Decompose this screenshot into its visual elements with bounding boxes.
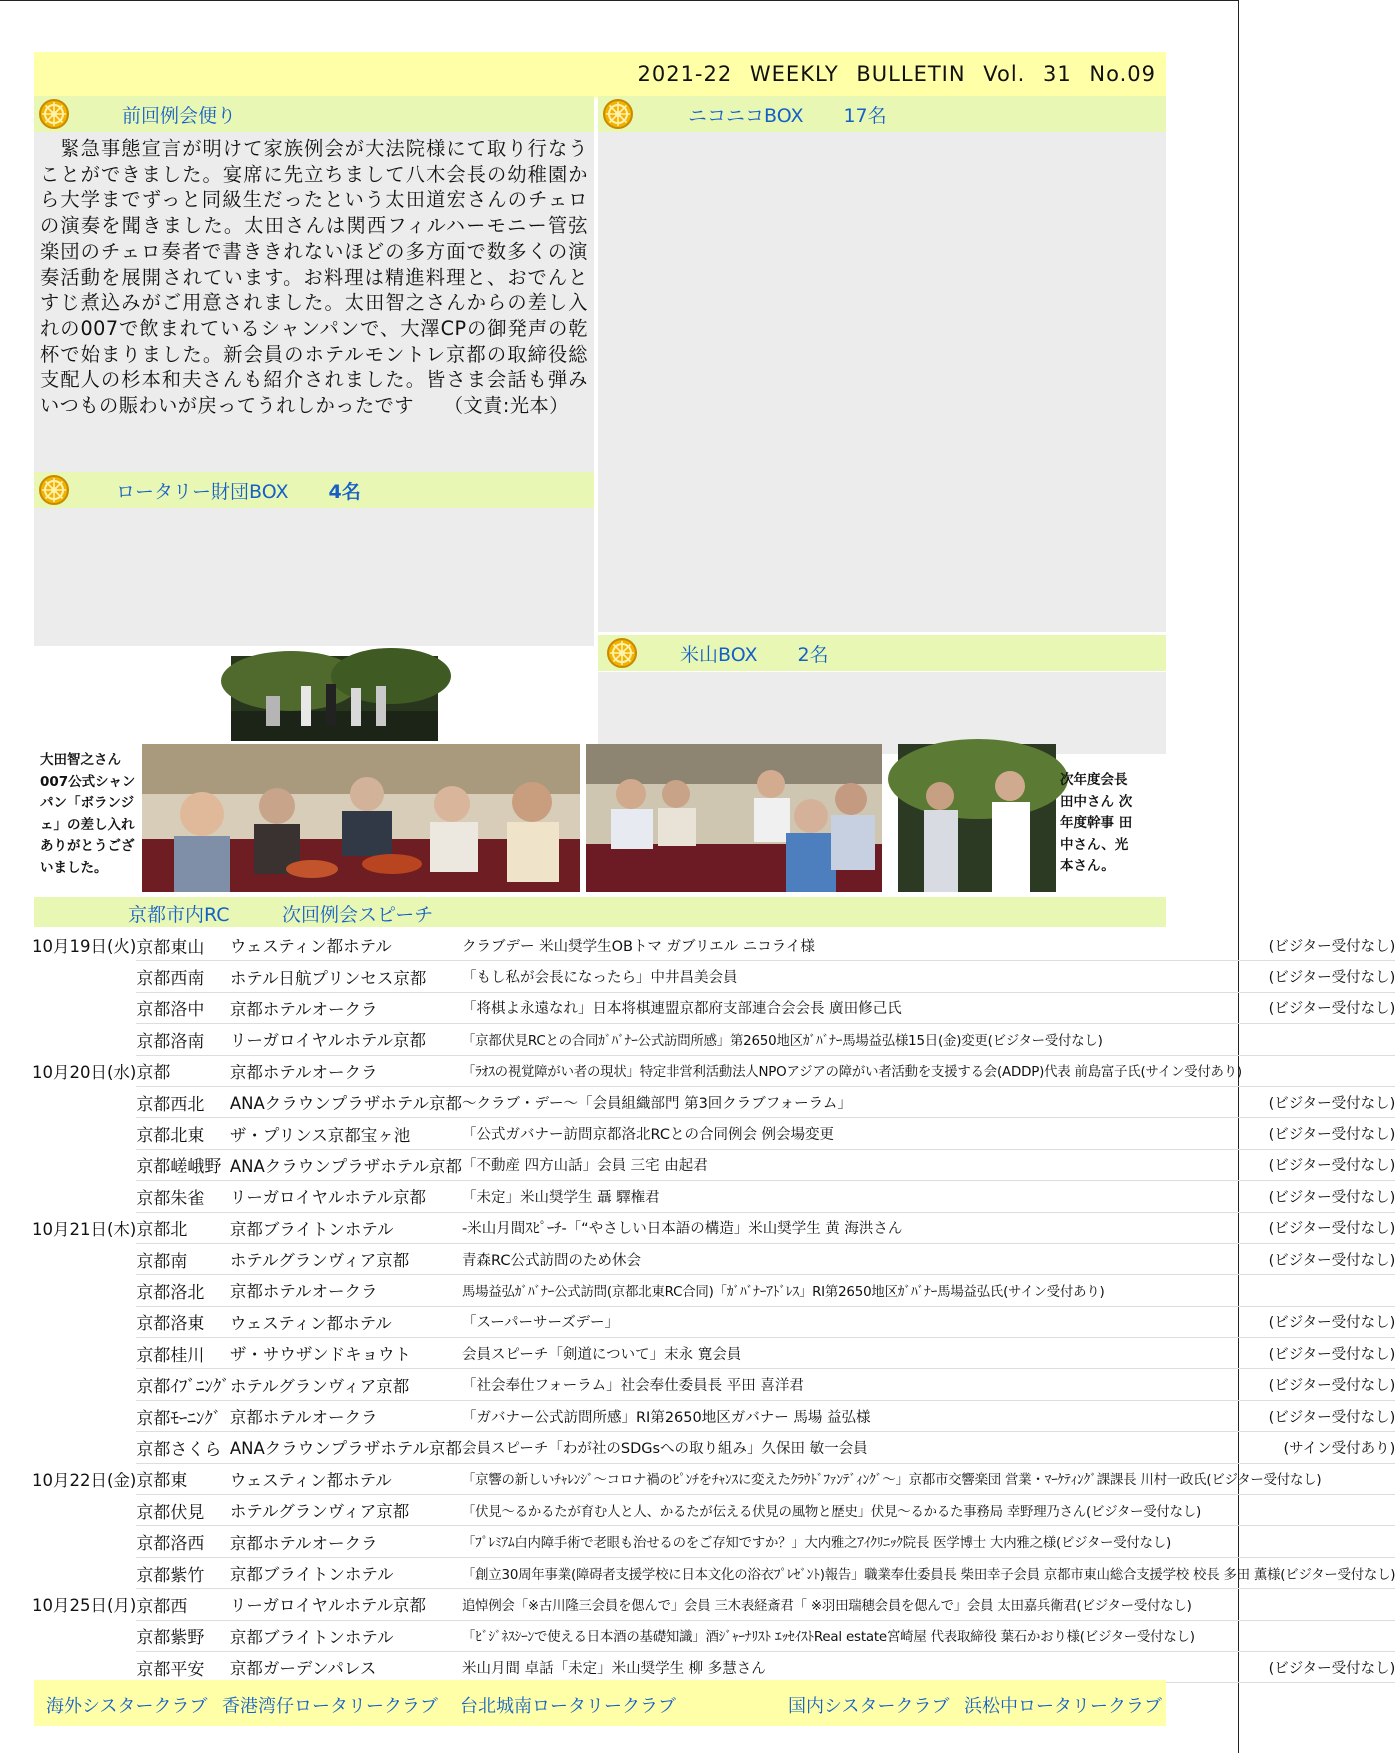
speech-content: 「公式ガバナー訪問京都洛北RCとの合同例会 例会場変更 — [462, 1118, 1209, 1149]
club-name: 京都紫野 — [136, 1620, 230, 1651]
visitor-note: (ビジター受付なし) — [1209, 1181, 1395, 1212]
overseas-sister-taipei: 台北城南ロータリークラブ — [460, 1696, 676, 1717]
table-row — [30, 961, 1395, 992]
meeting-date — [30, 1495, 136, 1526]
club-name: 京都ﾓｰﾆﾝｸﾞ — [136, 1400, 230, 1431]
visitor-note: (ビジター受付なし) — [1209, 1651, 1395, 1682]
venue: 京都ホテルオークラ — [230, 1400, 462, 1431]
table-row — [30, 1306, 1395, 1337]
photo-dinner-table-2 — [586, 744, 882, 892]
table-row — [30, 1651, 1395, 1682]
overseas-sister-hongkong: 香港湾仔ロータリークラブ — [222, 1696, 438, 1717]
speech-content: 馬場益弘ｶﾞﾊﾞﾅｰ公式訪問(京都北東RC合同)「ｶﾞﾊﾞﾅｰｱﾄﾞﾚｽ」RI第2650地区ｶﾞﾊﾞﾅｰ馬場益弘氏(サイン受付あり) — [462, 1275, 1395, 1306]
meeting-date — [30, 1181, 136, 1212]
visitor-note: (ビジター受付なし) — [1209, 1212, 1395, 1243]
speech-content: 「京響の新しいﾁｬﾚﾝｼﾞ～コロナ禍のﾋﾟﾝﾁをﾁｬﾝｽに変えたｸﾗｳﾄﾞﾌｧﾝﾃﾞｨﾝｸﾞ～」京都市交響楽団 営業・ﾏｰｹﾃｨﾝｸﾞ課課長 川村一政氏(ビジター受付なし) — [462, 1463, 1395, 1494]
meeting-date — [30, 1400, 136, 1431]
table-row — [30, 1024, 1395, 1055]
nikoniko-panel — [598, 98, 1166, 632]
yoneyama-count: 2名 — [797, 643, 829, 666]
caption-champagne: 大田智之さん 007公式シャンパン「ボランジェ」の差し入れありがとうございました。 — [40, 752, 136, 876]
meeting-date — [30, 1306, 136, 1337]
overseas-sister-label: 海外シスタークラブ — [46, 1696, 208, 1717]
meeting-date — [30, 1118, 136, 1149]
prev-meeting-text: 緊急事態宣言が明けて家族例会が大法院様にて取り行なうことができました。宴席に先立ちまして八木会長の幼稚園から大学までずっと同級生だったという太田道宏さんのチェロの演奏を聞きました。太田さんは関西フィルハーモニー管弦楽団のチェロ奏者で書ききれないほどの多方面で数多くの演奏活動を展開されています。お料理は精進料理と、おでんとすじ煮込みがご用意されました。太田智之さんからの差し入れの007で飲まれているシャンパンで、大澤CPの御発声の乾杯で始まりました。新会員のホテルモントレ京都の取締役総支配人の杉本和夫さんも紹介されました。皆さま会話も弾みいつもの賑わいが戻ってうれしかったです （文責:光本） — [40, 137, 588, 418]
table-row — [30, 1181, 1395, 1212]
speech-content: 「創立30周年事業(障碍者支援学校に日本文化の浴衣ﾌﾟﾚｾﾞﾝﾄ)報告」職業奉仕委員長 柴田幸子会員 京都市東山総合支援学校 校長 多田 薫様(ビジター受付なし) — [462, 1557, 1395, 1588]
table-row — [30, 1526, 1395, 1557]
sister-clubs-footer — [34, 1680, 1166, 1726]
meeting-date — [30, 1526, 136, 1557]
table-row — [30, 992, 1395, 1023]
speech-content: 「将棋よ永遠なれ」日本将棋連盟京都府支部連合会会長 廣田修己氏 — [462, 992, 1209, 1023]
table-row — [30, 1086, 1395, 1117]
venue: 京都ガーデンパレス — [230, 1651, 462, 1682]
club-name: 京都南 — [136, 1243, 230, 1274]
venue: 京都ホテルオークラ — [230, 1526, 462, 1557]
club-name: 京都 — [136, 1055, 230, 1086]
meeting-date — [30, 1275, 136, 1306]
meeting-date — [30, 961, 136, 992]
meeting-date: 10月25日(月) — [32, 1596, 137, 1616]
table-row — [30, 1275, 1395, 1306]
speech-content: クラブデー 米山奨学生OBトマ ガブリエル ニコライ様 — [462, 930, 1209, 961]
visitor-note: (ビジター受付なし) — [1209, 961, 1395, 992]
club-name: 京都洛北 — [136, 1275, 230, 1306]
rotary-foundation-header — [34, 472, 594, 508]
meeting-date — [30, 1369, 136, 1400]
visitor-note: (ビジター受付なし) — [1209, 1243, 1395, 1274]
venue: 京都ブライトンホテル — [230, 1212, 462, 1243]
club-name: 京都紫竹 — [136, 1557, 230, 1588]
speech-content: 「ﾌﾟﾚﾐｱﾑ白内障手術で老眼も治せるのをご存知ですか？」大内雅之ｱｲｸﾘﾆｯｸ院長 医学博士 大内雅之様(ビジター受付なし) — [462, 1526, 1395, 1557]
yoneyama-panel — [598, 672, 1166, 754]
prev-meeting-title: 前回例会便り — [122, 104, 237, 127]
visitor-note: (ビジター受付なし) — [1209, 930, 1395, 961]
meeting-date: 10月19日(火) — [32, 937, 137, 957]
table-row — [30, 1149, 1395, 1180]
bulletin-title: 2021-22 WEEKLY BULLETIN Vol. 31 No.09 — [637, 62, 1156, 86]
club-name: 京都洛東 — [136, 1306, 230, 1337]
meeting-date: 10月22日(金) — [32, 1470, 137, 1490]
visitor-note: (ビジター受付なし) — [1209, 992, 1395, 1023]
venue: リーガロイヤルホテル京都 — [230, 1024, 462, 1055]
speech-content: 会員スピーチ「剣道について」末永 寛会員 — [462, 1338, 1209, 1369]
venue: ホテルグランヴィア京都 — [230, 1495, 462, 1526]
table-row — [30, 1432, 1395, 1463]
venue: ホテル日航プリンセス京都 — [230, 961, 462, 992]
meeting-date — [30, 992, 136, 1023]
club-name: 京都西南 — [136, 961, 230, 992]
nikoniko-header — [598, 96, 1166, 132]
venue: 京都ブライトンホテル — [230, 1620, 462, 1651]
club-name: 京都洛中 — [136, 992, 230, 1023]
visitor-note: (ビジター受付なし) — [1209, 1086, 1395, 1117]
venue: 京都ホテルオークラ — [230, 1055, 462, 1086]
venue: ウェスティン都ホテル — [230, 1463, 462, 1494]
meeting-date — [30, 1432, 136, 1463]
visitor-note: (ビジター受付なし) — [1209, 1338, 1395, 1369]
table-row — [30, 1495, 1395, 1526]
speech-content: 「もし私が会長になったら」中井昌美会員 — [462, 961, 1209, 992]
rotary-wheel-icon — [602, 98, 634, 130]
speech-content: 「ﾋﾞｼﾞﾈｽｼｰﾝで使える日本酒の基礎知識」酒ｼﾞｬｰﾅﾘｽﾄ ｴｯｾｲｽﾄReal estate宮崎屋 代表取締役 葉石かおり様(ビジター受付なし) — [462, 1620, 1395, 1651]
nikoniko-count: 17名 — [843, 104, 887, 127]
club-name: 京都北東 — [136, 1118, 230, 1149]
venue: リーガロイヤルホテル京都 — [230, 1589, 462, 1620]
venue: ウェスティン都ホテル — [230, 930, 462, 961]
meeting-date — [30, 1024, 136, 1055]
club-name: 京都朱雀 — [136, 1181, 230, 1212]
table-row — [30, 1338, 1395, 1369]
domestic-sister-label: 国内シスタークラブ — [788, 1696, 950, 1717]
club-name: 京都西 — [136, 1589, 230, 1620]
rotary-wheel-icon — [38, 98, 70, 130]
schedule-body — [30, 930, 1395, 1683]
club-name: 京都洛西 — [136, 1526, 230, 1557]
visitor-note: (ビジター受付なし) — [1209, 1400, 1395, 1431]
bulletin-header — [34, 52, 1166, 98]
table-row — [30, 1055, 1395, 1086]
meeting-date — [30, 1651, 136, 1682]
speech-content: 「伏見～るかるたが育む人と人、かるたが伝える伏見の風物と歴史」伏見～るかるた事務局 幸野理乃さん(ビジター受付なし) — [462, 1495, 1395, 1526]
venue: 京都ホテルオークラ — [230, 1275, 462, 1306]
venue: リーガロイヤルホテル京都 — [230, 1181, 462, 1212]
venue: ウェスティン都ホテル — [230, 1306, 462, 1337]
speech-schedule-table — [30, 930, 1395, 1683]
domestic-sister-hamamatsu: 浜松中ロータリークラブ — [964, 1696, 1162, 1717]
speech-heading-clubs: 京都市内RC — [128, 904, 230, 926]
meeting-date: 10月20日(水) — [32, 1062, 137, 1082]
table-row — [30, 1463, 1395, 1494]
table-row — [30, 1557, 1395, 1588]
club-name: 京都さくら — [136, 1432, 230, 1463]
speech-heading-next: 次回例会スピーチ — [282, 904, 434, 926]
table-row — [30, 1369, 1395, 1400]
club-name: 京都北 — [136, 1212, 230, 1243]
speech-content: 「社会奉仕フォーラム」社会奉仕委員長 平田 喜洋君 — [462, 1369, 1209, 1400]
rotary-wheel-icon — [38, 474, 70, 506]
photo-cello-performance — [231, 656, 438, 741]
venue: ANAクラウンプラザホテル京都 — [230, 1149, 462, 1180]
venue: 京都ブライトンホテル — [230, 1557, 462, 1588]
speech-content: 「ガバナー公式訪問所感」RI第2650地区ガバナー 馬場 益弘様 — [462, 1400, 1209, 1431]
rotary-foundation-count: 4名 — [328, 480, 361, 503]
venue: ザ・サウザンドキョウト — [230, 1338, 462, 1369]
venue: 京都ホテルオークラ — [230, 992, 462, 1023]
meeting-date — [30, 1338, 136, 1369]
venue: ホテルグランヴィア京都 — [230, 1243, 462, 1274]
meeting-date — [30, 1243, 136, 1274]
table-row — [30, 1118, 1395, 1149]
speech-header — [34, 897, 1166, 927]
meeting-date — [30, 1149, 136, 1180]
speech-content: 「ﾗｵｽの視覚障がい者の現状」特定非営利活動法人NPOアジアの障がい者活動を支援する会(ADDP)代表 前島富子氏(サイン受付あり) — [462, 1055, 1395, 1086]
speech-content: 青森RC公式訪問のため休会 — [462, 1243, 1209, 1274]
speech-content: 「スーパーサーズデー」 — [462, 1306, 1209, 1337]
venue: ANAクラウンプラザホテル京都 — [230, 1432, 462, 1463]
meeting-date — [30, 1620, 136, 1651]
speech-content: -米山月間ｽﾋﾟｰﾁ-「“やさしい日本語の構造」米山奨学生 黄 海洪さん — [462, 1212, 1209, 1243]
yoneyama-title: 米山BOX — [680, 643, 758, 666]
club-name: 京都西北 — [136, 1086, 230, 1117]
table-row — [30, 1400, 1395, 1431]
club-name: 京都ｲﾌﾞﾆﾝｸﾞ — [136, 1369, 230, 1400]
meeting-date — [30, 1086, 136, 1117]
table-row — [30, 1620, 1395, 1651]
venue: ANAクラウンプラザホテル京都 — [230, 1086, 462, 1117]
club-name: 京都伏見 — [136, 1495, 230, 1526]
table-row — [30, 1212, 1395, 1243]
speech-content: ～クラブ・デー～「会員組織部門 第3回クラブフォーラム」 — [462, 1086, 1209, 1117]
rotary-foundation-title: ロータリー財団BOX — [116, 480, 289, 503]
speech-content: 「不動産 四方山話」会員 三宅 由起君 — [462, 1149, 1209, 1180]
speech-content: 「未定」米山奨学生 聶 驛権君 — [462, 1181, 1209, 1212]
visitor-note: (ビジター受付なし) — [1209, 1149, 1395, 1180]
club-name: 京都洛南 — [136, 1024, 230, 1055]
meeting-date: 10月21日(木) — [32, 1219, 137, 1239]
speech-content: 米山月間 卓話「未定」米山奨学生 柳 多慧さん — [462, 1651, 1209, 1682]
speech-content: 会員スピーチ「わが社のSDGsへの取り組み」久保田 敏一会員 — [462, 1432, 1209, 1463]
club-name: 京都東 — [136, 1463, 230, 1494]
rotary-wheel-icon — [606, 637, 638, 669]
speech-content: 追悼例会「※古川隆三会員を偲んで」会員 三木表経斎君「 ※羽田瑞穂会員を偲んで」会員 太田嘉兵衛君(ビジター受付なし) — [462, 1589, 1395, 1620]
speech-content: 「京都伏見RCとの合同ｶﾞﾊﾞﾅｰ公式訪問所感」第2650地区ｶﾞﾊﾞﾅｰ馬場益弘様15日(金)変更(ビジター受付なし) — [462, 1024, 1395, 1055]
table-row — [30, 1243, 1395, 1274]
caption-next-year: 次年度会長 田中さん 次年度幹事 田中さん、光本さん。 — [1060, 772, 1133, 874]
visitor-note: (サイン受付あり) — [1209, 1432, 1395, 1463]
club-name: 京都平安 — [136, 1651, 230, 1682]
club-name: 京都東山 — [136, 930, 230, 961]
venue: ホテルグランヴィア京都 — [230, 1369, 462, 1400]
meeting-date — [30, 1557, 136, 1588]
venue: ザ・プリンス京都宝ヶ池 — [230, 1118, 462, 1149]
nikoniko-title: ニコニコBOX — [688, 104, 804, 127]
yoneyama-header — [598, 635, 1166, 671]
visitor-note: (ビジター受付なし) — [1209, 1369, 1395, 1400]
visitor-note: (ビジター受付なし) — [1209, 1306, 1395, 1337]
club-name: 京都桂川 — [136, 1338, 230, 1369]
table-row — [30, 930, 1395, 961]
table-row — [30, 1589, 1395, 1620]
photo-dinner-table-1 — [142, 744, 580, 892]
club-name: 京都嵯峨野 — [136, 1149, 230, 1180]
visitor-note: (ビジター受付なし) — [1209, 1118, 1395, 1149]
photo-next-year-officers — [898, 744, 1056, 892]
prev-meeting-header — [34, 96, 594, 132]
